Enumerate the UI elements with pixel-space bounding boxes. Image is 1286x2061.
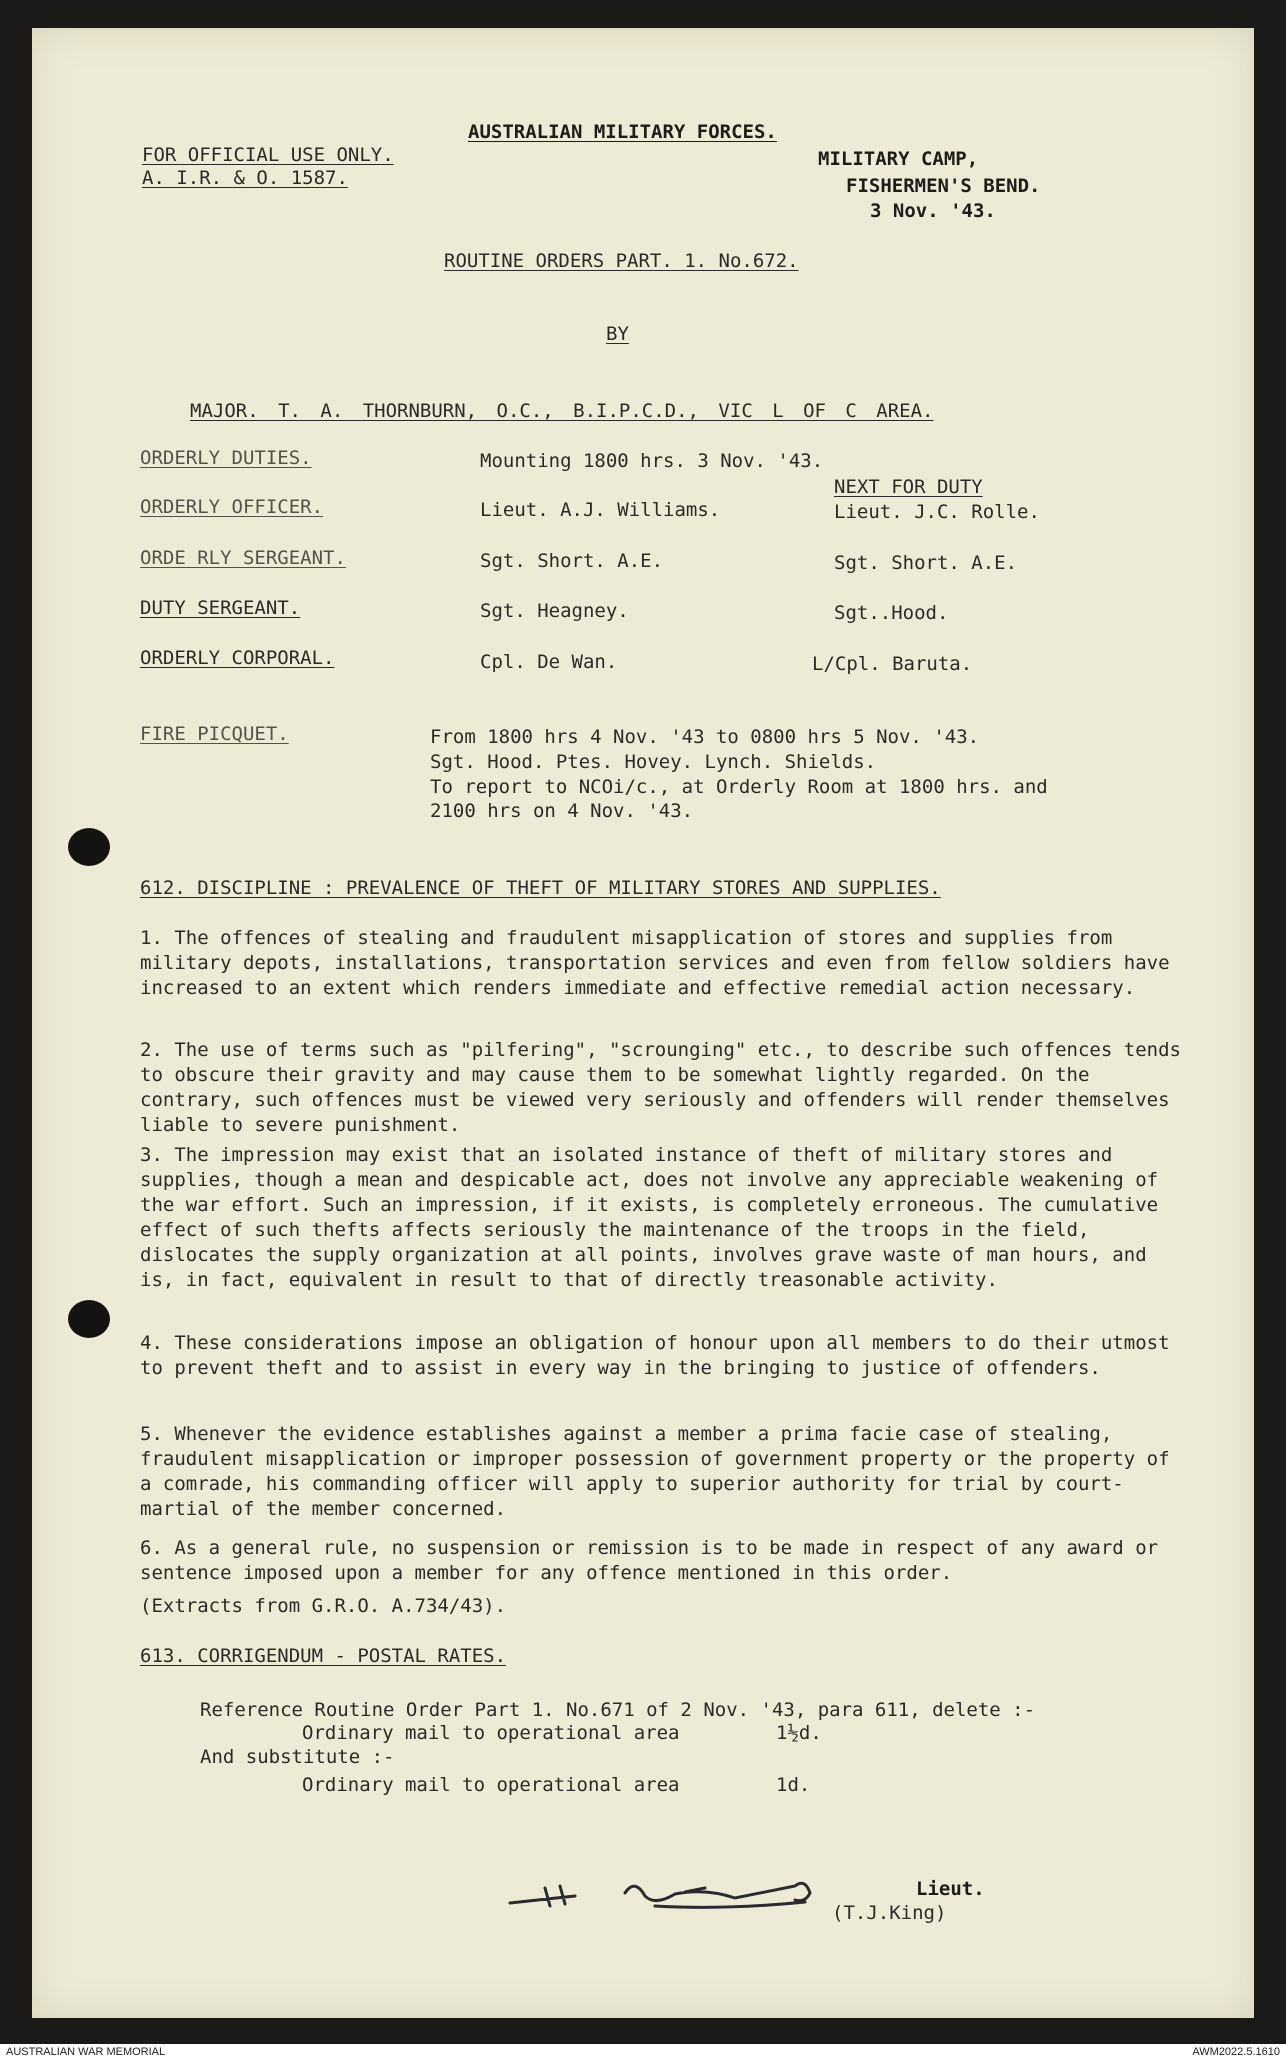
duty-current-0: Mounting 1800 hrs. 3 Nov. '43. — [480, 450, 824, 472]
section-612-para-5: 5. Whenever the evidence establishes against a member a prima facie case of stealing, fraudulent misapplication or improper possession of government property or the property of a comrade, his commanding officer will apply to superior authority for trial by court-martial of the member concerned. — [140, 1423, 1170, 1520]
section-612-para-2: 2. The use of terms such as "pilfering", "scrounging" etc., to describe such offences tends to obscure their gravity and may cause them to be somewhat lightly regarded. On the contrary, such offences must be viewed very seriously and offenders will render themselves liable to severe punishment. — [140, 1039, 1181, 1136]
section-613-reference: Reference Routine Order Part 1. No.671 of 2 Nov. '43, para 611, delete :- — [200, 1699, 1036, 1721]
duty-current-1: Lieut. A.J. Williams. — [480, 499, 721, 521]
fire-picquet-line-2: To report to NCOi/c., at Orderly Room at 1800 hrs. and — [430, 776, 1048, 798]
section-612-heading: 612. DISCIPLINE : PREVALENCE OF THEFT OF MILITARY STORES AND SUPPLIES. — [140, 877, 941, 899]
section-612-para-4: 4. These considerations impose an obligation of honour upon all members to do their utmost to prevent theft and to assist in every way in the bringing to justice of offenders. — [140, 1332, 1170, 1379]
duty-role-4: ORDERLY CORPORAL. — [140, 647, 335, 669]
duty-current-3: Sgt. Heagney. — [480, 600, 629, 622]
orders-by: BY — [606, 323, 629, 345]
section-613-old-label: Ordinary mail to operational area — [302, 1722, 680, 1744]
footer-archive-name: AUSTRALIAN WAR MEMORIAL — [6, 2046, 166, 2058]
fire-picquet-line-1: Sgt. Hood. Ptes. Hovey. Lynch. Shields. — [430, 751, 877, 773]
section-612-para-6: 6. As a general rule, no suspension or remission is to be made in respect of any award or sentence imposed upon a member for any offence mentioned in this order. — [140, 1537, 1159, 1584]
duty-next-4: L/Cpl. Baruta. — [812, 653, 973, 675]
section-613-heading: 613. CORRIGENDUM - POSTAL RATES. — [140, 1645, 507, 1667]
fire-picquet-line-3: 2100 hrs on 4 Nov. '43. — [430, 800, 694, 822]
reference-number: A. I.R. & O. 1587. — [142, 167, 348, 189]
fire-picquet-line-0: From 1800 hrs 4 Nov. '43 to 0800 hrs 5 Nov. '43. — [430, 726, 980, 748]
location-line-1: MILITARY CAMP, — [818, 148, 979, 170]
duty-role-1: ORDERLY OFFICER. — [140, 496, 324, 518]
duty-next-3: Sgt..Hood. — [834, 602, 949, 624]
footer-catalogue-number: AWM2022.5.1610 — [1192, 2046, 1280, 2058]
fire-picquet-label: FIRE PICQUET. — [140, 723, 289, 745]
archive-footer — [0, 2044, 1286, 2061]
punch-hole-bottom — [68, 1300, 110, 1338]
document-title: AUSTRALIAN MILITARY FORCES. — [468, 121, 777, 143]
section-613-old-rate: 1½d. — [776, 1722, 822, 1744]
duty-current-2: Sgt. Short. A.E. — [480, 550, 664, 572]
duty-current-4: Cpl. De Wan. — [480, 651, 618, 673]
section-613-new-label: Ordinary mail to operational area — [302, 1774, 680, 1796]
section-613-new-rate: 1d. — [776, 1774, 811, 1796]
duty-role-0: ORDERLY DUTIES. — [140, 447, 312, 469]
section-612-extract: (Extracts from G.R.O. A.734/43). — [140, 1595, 507, 1617]
document-date: 3 Nov. '43. — [870, 200, 996, 222]
duty-next-1: Lieut. J.C. Rolle. — [834, 501, 1040, 523]
punch-hole-top — [68, 828, 110, 866]
duty-role-2: ORDE RLY SERGEANT. — [140, 547, 346, 569]
orders-issuer: MAJOR. T. A. THORNBURN, O.C., B.I.P.C.D., VIC L OF C AREA. — [190, 400, 934, 422]
section-612-para-3: 3. The impression may exist that an isolated instance of theft of military stores and supplies, though a mean and despicable act, does not involve any appreciable weakening of the war effort. Such an impression, if it exists, is completely erroneous. The cumulative effect of such thefts affects seriously the maintenance of the troops in the field, dislocates the supply organization at all points, involves grave waste of man hours, and is, in fact, equivalent in result to that of directly treasonable activity. — [140, 1144, 1159, 1291]
orders-heading: ROUTINE ORDERS PART. 1. No.672. — [444, 250, 799, 272]
security-classification: FOR OFFICIAL USE ONLY. — [142, 144, 394, 166]
duty-role-3: DUTY SERGEANT. — [140, 597, 301, 619]
location-line-2: FISHERMEN'S BEND. — [846, 175, 1041, 197]
signature-name: (T.J.King) — [832, 1902, 947, 1924]
signature-rank: Lieut. — [916, 1878, 985, 1900]
section-613-substitute: And substitute :- — [200, 1746, 395, 1768]
duty-next-2: Sgt. Short. A.E. — [834, 552, 1018, 574]
next-for-duty-label: NEXT FOR DUTY — [834, 476, 983, 498]
section-612-para-1: 1. The offences of stealing and fraudulent misapplication of stores and supplies from military depots, installations, transportation services and even from fellow soldiers have increased to an extent which renders immediate and effective remedial action necessary. — [140, 927, 1170, 999]
